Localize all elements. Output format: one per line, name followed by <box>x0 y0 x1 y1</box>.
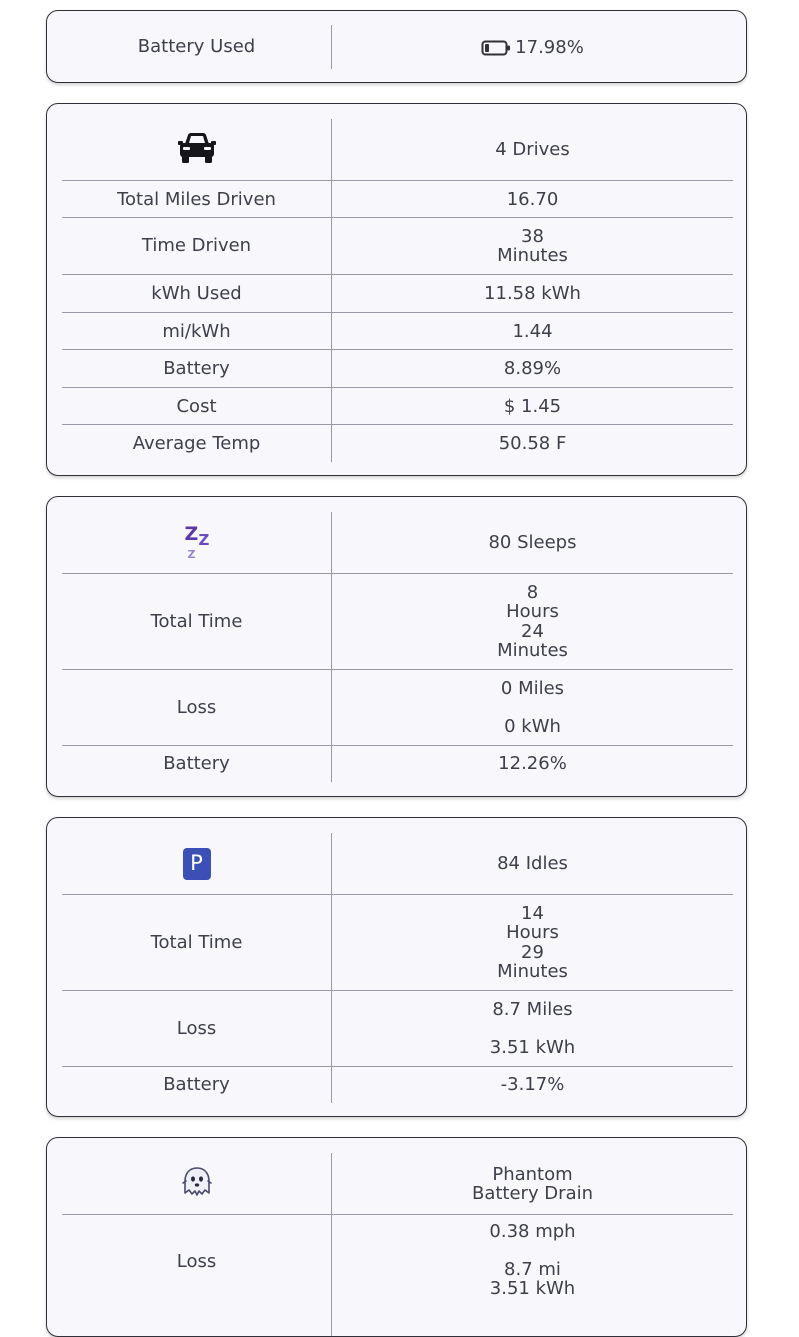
phantom-icon-cell <box>62 1153 331 1215</box>
idles-card <box>46 817 747 1117</box>
cost-value: $ 1.45 <box>503 395 562 417</box>
time-driven-label: Time Driven <box>141 235 252 257</box>
idle-loss-value <box>332 991 733 1066</box>
cost-label: Cost <box>176 395 217 417</box>
average-temp-value: 50.58 F <box>498 432 567 454</box>
phantom-loss-rate: 0.38 mph <box>489 1221 576 1242</box>
battery-used-value: 17.98% <box>515 36 584 58</box>
sleep-loss-label: Loss <box>176 696 217 718</box>
time-driven-unit: Minutes <box>497 245 568 266</box>
sleep-battery-label: Battery <box>163 753 230 775</box>
kwh-used-value: 11.58 kWh <box>484 282 581 304</box>
idle-loss-kwh: 3.51 kWh <box>489 1037 576 1058</box>
idle-total-time-value <box>332 895 733 990</box>
battery-used-card <box>46 10 747 83</box>
drive-battery-label: Battery <box>163 357 230 379</box>
ghost-icon <box>180 1165 214 1204</box>
idle-minutes-amount: 29 <box>521 941 544 963</box>
parking-icon: P <box>183 848 211 880</box>
sleep-hours-amount: 8 <box>526 581 539 603</box>
battery-low-icon <box>481 39 511 57</box>
sleeps-icon-cell <box>62 512 331 574</box>
sleep-battery-value: 12.26% <box>498 753 567 775</box>
phantom-drain-card <box>46 1137 747 1337</box>
phantom-loss-label: Loss <box>176 1251 217 1273</box>
time-driven-amount: 38 <box>521 225 544 247</box>
sleep-loss-miles: 0 Miles <box>500 677 565 699</box>
efficiency-value: 1.44 <box>512 320 553 342</box>
total-miles-value: 16.70 <box>506 188 559 210</box>
efficiency-label: mi/kWh <box>162 320 231 342</box>
average-temp-label: Average Temp <box>132 432 261 454</box>
phantom-header-line-2: Battery Drain <box>471 1183 594 1204</box>
car-icon <box>178 131 216 170</box>
idle-loss-label: Loss <box>176 1017 217 1039</box>
kwh-used-label: kWh Used <box>151 282 242 304</box>
drives-card <box>46 103 747 476</box>
zzz-sleep-icon: Z Z Z <box>184 523 210 561</box>
drives-icon-cell <box>62 119 331 181</box>
phantom-loss-kwh: 3.51 kWh <box>489 1278 576 1299</box>
phantom-header <box>332 1153 733 1215</box>
sleep-minutes-unit: Minutes <box>497 640 568 661</box>
drives-count: 4 Drives <box>495 139 570 161</box>
idles-icon-cell <box>62 833 331 895</box>
idles-count: 84 Idles <box>497 853 568 875</box>
sleep-hours-unit: Hours <box>506 601 559 622</box>
phantom-loss-miles: 8.7 mi <box>504 1258 561 1280</box>
sleeps-card <box>46 496 747 797</box>
sleep-total-time-label: Total Time <box>150 610 243 632</box>
total-miles-label: Total Miles Driven <box>117 188 276 210</box>
idle-hours-unit: Hours <box>506 922 559 943</box>
battery-used-label: Battery Used <box>137 35 256 57</box>
sleep-loss-kwh: 0 kWh <box>504 716 561 737</box>
idle-hours-amount: 14 <box>521 902 544 924</box>
battery-used-value-cell <box>332 11 733 83</box>
sleep-minutes-amount: 24 <box>521 620 544 642</box>
sleeps-count: 80 Sleeps <box>488 532 577 554</box>
idle-loss-miles: 8.7 Miles <box>492 998 573 1020</box>
sleep-loss-value <box>332 670 733 745</box>
idle-battery-value: -3.17% <box>500 1074 565 1096</box>
drive-battery-value: 8.89% <box>503 357 562 379</box>
sleep-total-time-value <box>332 574 733 669</box>
time-driven-value <box>332 218 733 274</box>
phantom-loss-value <box>332 1220 733 1300</box>
idle-minutes-unit: Minutes <box>497 961 568 982</box>
phantom-header-line-1: Phantom <box>492 1163 573 1185</box>
idle-total-time-label: Total Time <box>150 931 243 953</box>
idle-battery-label: Battery <box>163 1074 230 1096</box>
